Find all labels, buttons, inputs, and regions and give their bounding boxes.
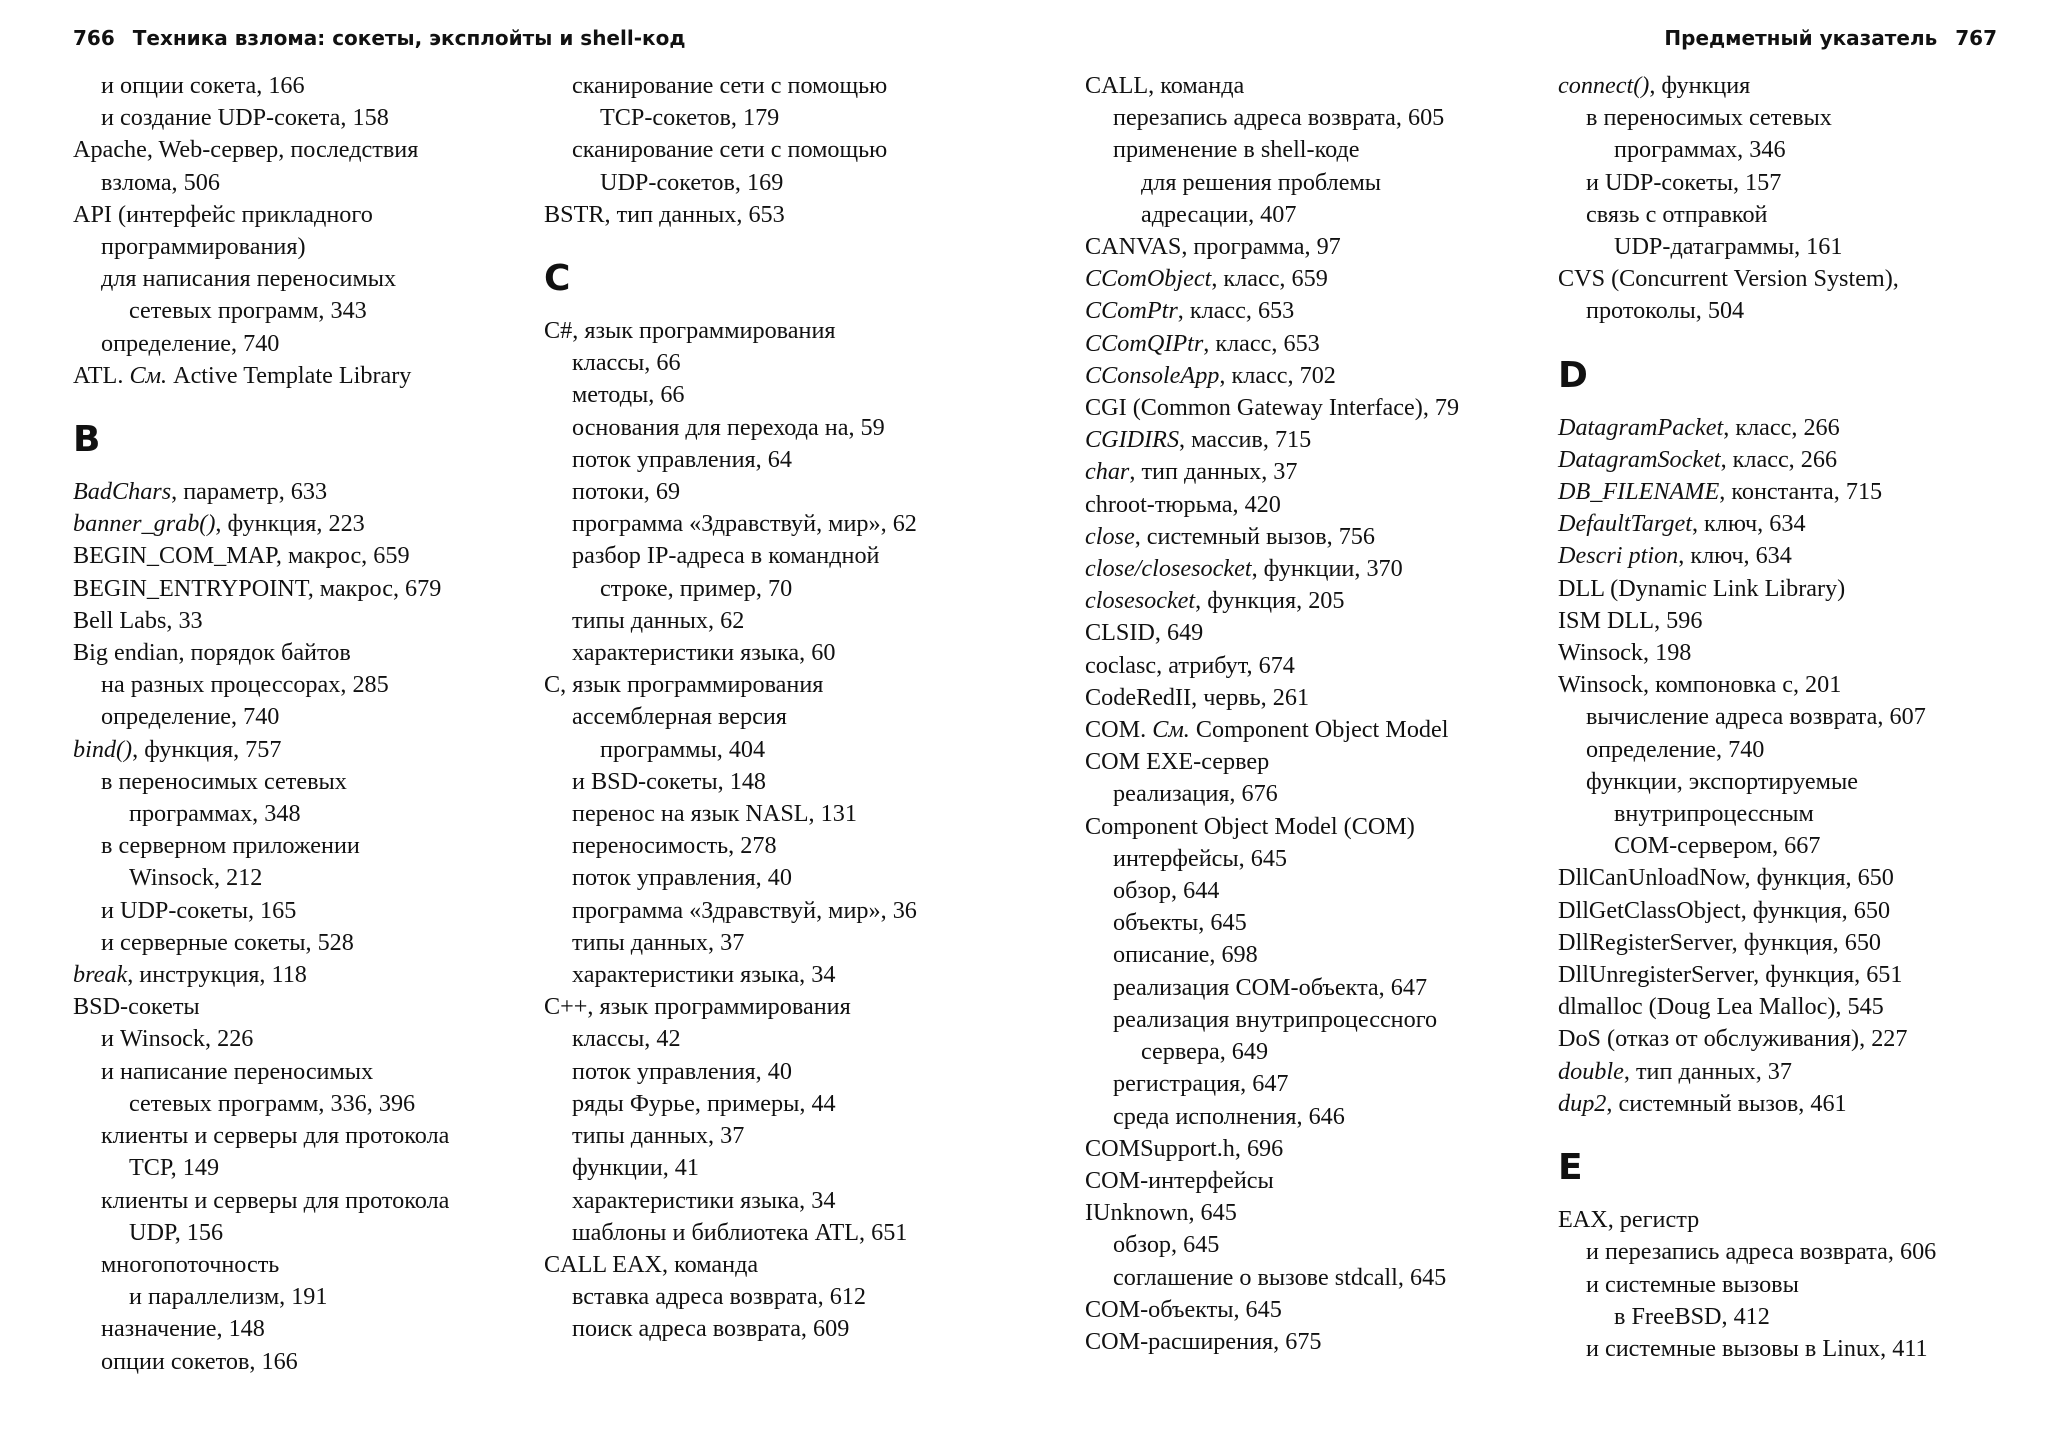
- index-subentry: обзор, 644: [1113, 877, 1220, 905]
- index-entry: COM-объекты, 645: [1085, 1295, 1282, 1323]
- index-subentry: поиск адреса возврата, 609: [572, 1315, 850, 1343]
- index-column-3: [1085, 70, 1525, 1358]
- index-entry: [1085, 263, 1525, 295]
- index-entry: [1085, 328, 1525, 360]
- index-subentry: определение, 740: [101, 329, 280, 357]
- index-subentry: характеристики языка, 60: [572, 639, 836, 667]
- index-subentry: и BSD-сокеты, 148: [572, 767, 767, 795]
- page-number-left: 766: [73, 26, 115, 50]
- index-subentry: в переносимых сетевых: [101, 767, 347, 795]
- index-term-italic: CConsoleApp: [1085, 361, 1220, 389]
- index-entry: [1558, 444, 1998, 476]
- index-subentry: сетевых программ, 343: [129, 297, 367, 325]
- index-entry: CALL, команда: [1085, 72, 1245, 99]
- index-subentry: поток управления, 64: [572, 445, 792, 473]
- index-entry: DllRegisterServer, функция, 650: [1558, 928, 1882, 956]
- index-entry: chroot-тюрьма, 420: [1085, 490, 1281, 518]
- index-entry: DllUnregisterServer, функция, 651: [1558, 961, 1903, 989]
- index-subentry: вставка адреса возврата, 612: [572, 1283, 866, 1311]
- index-entry: DllGetClassObject, функция, 650: [1558, 896, 1891, 924]
- index-subentry: и UDP-сокеты, 165: [101, 896, 297, 924]
- index-term-italic: DatagramPacket: [1558, 413, 1724, 441]
- index-term-italic: bind(): [73, 735, 133, 763]
- index-entry: coclasc, атрибут, 674: [1085, 651, 1295, 679]
- index-subentry: ряды Фурье, примеры, 44: [572, 1089, 836, 1117]
- index-subentry: внутрипроцессным: [1614, 800, 1814, 828]
- index-text: , ключ, 634: [1691, 510, 1806, 538]
- index-column-4: [1558, 70, 1998, 1365]
- index-subentry: программах, 348: [129, 800, 301, 828]
- index-subentry: и перезапись адреса возврата, 606: [1586, 1238, 1937, 1266]
- index-term-italic: dup2: [1558, 1089, 1607, 1117]
- index-subentry: и системные вызовы: [1586, 1270, 1799, 1298]
- index-subentry: шаблоны и библиотека ATL, 651: [572, 1218, 908, 1246]
- index-entry: [1558, 412, 1998, 444]
- index-entry: [1558, 1056, 1998, 1088]
- index-subentry: сканирование сети с помощью: [572, 72, 888, 99]
- index-subentry: назначение, 148: [101, 1315, 265, 1343]
- index-text: , функция, 205: [1195, 587, 1345, 615]
- index-entry: CVS (Concurrent Version System),: [1558, 265, 1899, 293]
- index-subentry: регистрация, 647: [1113, 1070, 1289, 1098]
- index-entry: [1558, 508, 1998, 540]
- index-term-italic: close/closesocket: [1085, 555, 1252, 583]
- index-subentry: типы данных, 37: [572, 928, 745, 956]
- index-entry: [73, 360, 513, 392]
- index-entry: [1085, 360, 1525, 392]
- index-term-italic: char: [1085, 458, 1130, 486]
- index-term-italic: closesocket: [1085, 587, 1196, 615]
- index-subentry: соглашение о вызове stdcall, 645: [1113, 1263, 1447, 1291]
- index-text: ATL.: [73, 361, 130, 389]
- index-subentry: вычисление адреса возврата, 607: [1586, 703, 1926, 731]
- index-subentry: разбор IP-адреса в командной: [572, 542, 880, 570]
- index-entry: COM EXE-сервер: [1085, 748, 1270, 776]
- index-text: , класс, 266: [1720, 445, 1838, 473]
- index-term-italic: Descri ption: [1558, 542, 1679, 570]
- index-term-italic: double: [1558, 1057, 1624, 1085]
- index-entry: [1085, 521, 1525, 553]
- index-subentry: программах, 346: [1614, 136, 1786, 164]
- index-subentry: COM-сервером, 667: [1614, 832, 1821, 860]
- index-entry: Bell Labs, 33: [73, 606, 203, 634]
- index-subentry: программы, 404: [600, 735, 766, 763]
- index-letter-heading: B: [73, 419, 101, 461]
- index-subentry: программа «Здравствуй, мир», 36: [572, 896, 917, 924]
- index-subentry: опции сокетов, 166: [101, 1347, 298, 1375]
- index-subentry: UDP, 156: [129, 1218, 224, 1246]
- index-subentry: перенос на язык NASL, 131: [572, 800, 857, 828]
- index-subentry: переносимость, 278: [572, 832, 777, 860]
- index-entry: C, язык программирования: [544, 671, 824, 699]
- index-subentry: клиенты и серверы для протокола: [101, 1122, 450, 1150]
- index-text: , параметр, 633: [171, 478, 328, 506]
- index-term-italic: break: [73, 961, 128, 989]
- index-term-italic: CComObject: [1085, 265, 1212, 293]
- index-entry: COM-расширения, 675: [1085, 1327, 1322, 1355]
- index-entry: CodeRedII, червь, 261: [1085, 683, 1310, 711]
- index-text: , класс, 653: [1177, 297, 1295, 325]
- index-entry: CGI (Common Gateway Interface), 79: [1085, 394, 1460, 422]
- index-entry: BEGIN_ENTRYPOINT, макрос, 679: [73, 574, 442, 602]
- index-text: , функция: [1649, 72, 1751, 99]
- page-number-right: 767: [1955, 26, 1997, 50]
- index-subentry: типы данных, 37: [572, 1122, 745, 1150]
- index-entry: COMSupport.h, 696: [1085, 1134, 1284, 1162]
- index-subentry: реализация внутрипроцессного: [1113, 1005, 1438, 1033]
- index-subentry: реализация, 676: [1113, 780, 1278, 808]
- index-entry: BSD-сокеты: [73, 993, 200, 1021]
- index-text: , функция, 223: [215, 510, 365, 538]
- index-entry: [1558, 476, 1998, 508]
- index-text: , класс, 659: [1211, 265, 1328, 293]
- index-subentry: поток управления, 40: [572, 864, 792, 892]
- index-subentry: определение, 740: [1586, 735, 1765, 763]
- index-entry: EAX, регистр: [1558, 1206, 1700, 1234]
- index-subentry: описание, 698: [1113, 941, 1258, 969]
- index-subentry: определение, 740: [101, 703, 280, 731]
- index-subentry: сетевых программ, 336, 396: [129, 1089, 416, 1117]
- index-letter-heading: D: [1558, 354, 1588, 396]
- index-subentry: UDP-датаграммы, 161: [1614, 233, 1843, 261]
- index-entry: CLSID, 649: [1085, 619, 1204, 647]
- index-text: , массив, 715: [1179, 426, 1312, 454]
- index-term-italic: См.: [129, 361, 168, 389]
- index-subentry: Winsock, 212: [129, 864, 263, 892]
- index-subentry: реализация COM-объекта, 647: [1113, 973, 1428, 1001]
- index-text: , системный вызов, 756: [1134, 522, 1375, 550]
- index-entry: API (интерфейс прикладного: [73, 200, 373, 228]
- index-entry: ISM DLL, 596: [1558, 606, 1703, 634]
- index-term-italic: connect(): [1558, 72, 1650, 99]
- index-column-1: [73, 70, 513, 1378]
- index-entry: Big endian, порядок байтов: [73, 639, 351, 667]
- index-entry: [73, 476, 513, 508]
- index-subentry: TCP-сокетов, 179: [600, 104, 780, 132]
- index-text: Active Template Library: [167, 361, 412, 389]
- right-page: [1024, 0, 2048, 1447]
- index-subentry: сканирование сети с помощью: [572, 136, 888, 164]
- index-subentry: функции, 41: [572, 1154, 699, 1182]
- index-letter-heading: E: [1558, 1147, 1583, 1189]
- index-entry: [1558, 540, 1998, 572]
- index-subentry: для написания переносимых: [101, 265, 397, 293]
- index-text: , функция, 757: [132, 735, 282, 763]
- index-subentry: классы, 42: [572, 1025, 681, 1053]
- index-subentry: среда исполнения, 646: [1113, 1102, 1345, 1130]
- index-text: , класс, 653: [1203, 329, 1320, 357]
- index-subentry: и UDP-сокеты, 157: [1586, 168, 1782, 196]
- index-subentry: в FreeBSD, 412: [1614, 1302, 1770, 1330]
- index-subentry: и написание переносимых: [101, 1057, 374, 1085]
- index-subentry: поток управления, 40: [572, 1057, 792, 1085]
- running-title-right: Предметный указатель: [1664, 26, 1938, 50]
- index-subentry: основания для перехода на, 59: [572, 413, 885, 441]
- index-subentry: в переносимых сетевых: [1586, 104, 1832, 132]
- index-entry: DllCanUnloadNow, функция, 650: [1558, 864, 1894, 892]
- index-subentry: ассемблерная версия: [572, 703, 787, 731]
- index-entry: Winsock, 198: [1558, 639, 1692, 667]
- index-text: COM.: [1085, 716, 1153, 744]
- index-text: , класс, 702: [1219, 361, 1336, 389]
- index-subentry: взлома, 506: [101, 168, 220, 196]
- running-head-left: [73, 26, 685, 50]
- index-entry: [1085, 424, 1525, 456]
- index-subentry: и опции сокета, 166: [101, 72, 305, 99]
- index-entry: IUnknown, 645: [1085, 1199, 1237, 1227]
- index-subentry: характеристики языка, 34: [572, 1186, 836, 1214]
- index-subentry: потоки, 69: [572, 478, 681, 506]
- index-term-italic: DefaultTarget: [1558, 510, 1692, 538]
- index-subentry: клиенты и серверы для протокола: [101, 1186, 450, 1214]
- index-term-italic: См.: [1152, 716, 1190, 744]
- index-subentry: и Winsock, 226: [101, 1025, 254, 1053]
- index-subentry: строке, пример, 70: [600, 574, 793, 602]
- index-subentry: методы, 66: [572, 381, 685, 409]
- index-subentry: в серверном приложении: [101, 832, 360, 860]
- index-entry: DLL (Dynamic Link Library): [1558, 574, 1846, 602]
- index-entry: [1085, 585, 1525, 617]
- index-entry: [1085, 553, 1525, 585]
- index-text: Component Object Model: [1189, 716, 1449, 744]
- index-entry: [1085, 714, 1525, 746]
- index-entry: BSTR, тип данных, 653: [544, 200, 785, 228]
- index-subentry: классы, 66: [572, 349, 681, 377]
- index-text: , системный вызов, 461: [1606, 1089, 1847, 1117]
- index-entry: Apache, Web-сервер, последствия: [73, 136, 419, 164]
- index-text: , тип данных, 37: [1623, 1057, 1792, 1085]
- index-entry: COM-интерфейсы: [1085, 1166, 1274, 1194]
- index-subentry: сервера, 649: [1141, 1038, 1269, 1066]
- index-entry: [73, 734, 513, 766]
- index-entry: BEGIN_COM_MAP, макрос, 659: [73, 542, 410, 570]
- index-text: , инструкция, 118: [127, 961, 307, 989]
- index-subentry: функции, экспортируемые: [1586, 767, 1858, 795]
- index-entry: Component Object Model (COM): [1085, 812, 1415, 840]
- index-entry: DoS (отказ от обслуживания), 227: [1558, 1025, 1908, 1053]
- index-subentry: адресации, 407: [1141, 200, 1297, 228]
- index-entry: CALL EAX, команда: [544, 1250, 759, 1278]
- index-term-italic: DatagramSocket: [1558, 445, 1721, 473]
- index-subentry: на разных процессорах, 285: [101, 671, 389, 699]
- index-entry: [1085, 456, 1525, 488]
- index-subentry: обзор, 645: [1113, 1231, 1220, 1259]
- index-entry: [73, 508, 513, 540]
- index-term-italic: DB_FILENAME: [1558, 478, 1720, 506]
- index-subentry: типы данных, 62: [572, 606, 745, 634]
- index-subentry: и создание UDP-сокета, 158: [101, 104, 389, 132]
- index-term-italic: CComPtr: [1085, 297, 1178, 325]
- index-subentry: интерфейсы, 645: [1113, 844, 1288, 872]
- index-subentry: TCP, 149: [129, 1154, 220, 1182]
- index-text: , константа, 715: [1719, 478, 1883, 506]
- index-entry: [1085, 295, 1525, 327]
- index-subentry: характеристики языка, 34: [572, 961, 836, 989]
- index-entry: [1558, 1088, 1998, 1120]
- index-subentry: объекты, 645: [1113, 909, 1247, 937]
- index-subentry: и системные вызовы в Linux, 411: [1586, 1334, 1928, 1362]
- index-subentry: и серверные сокеты, 528: [101, 928, 354, 956]
- index-entry: C++, язык программирования: [544, 993, 851, 1021]
- index-text: , функции, 370: [1251, 555, 1403, 583]
- index-subentry: многопоточность: [101, 1250, 280, 1278]
- index-entry: Winsock, компоновка с, 201: [1558, 671, 1842, 699]
- index-subentry: для решения проблемы: [1141, 168, 1381, 196]
- index-subentry: перезапись адреса возврата, 605: [1113, 104, 1445, 132]
- index-term-italic: banner_grab(): [73, 510, 216, 538]
- index-subentry: и параллелизм, 191: [129, 1283, 328, 1311]
- index-entry: dlmalloc (Doug Lea Malloc), 545: [1558, 993, 1884, 1021]
- index-subentry: протоколы, 504: [1586, 297, 1745, 325]
- index-text: , ключ, 634: [1678, 542, 1792, 570]
- index-entry: [1558, 70, 1998, 102]
- index-subentry: UDP-сокетов, 169: [600, 168, 784, 196]
- index-entry: CANVAS, программа, 97: [1085, 233, 1341, 261]
- index-letter-heading: C: [544, 258, 571, 300]
- index-term-italic: BadChars: [73, 478, 172, 506]
- running-head-right: [1664, 26, 1997, 50]
- index-column-2: [544, 70, 994, 1346]
- index-text: , класс, 266: [1723, 413, 1840, 441]
- index-term-italic: CGIDIRS: [1085, 426, 1180, 454]
- index-entry: [73, 959, 513, 991]
- index-term-italic: CComQIPtr: [1085, 329, 1204, 357]
- running-title-left: Техника взлома: сокеты, эксплойты и shell-код: [132, 26, 686, 50]
- index-term-italic: close: [1085, 522, 1135, 550]
- index-subentry: программа «Здравствуй, мир», 62: [572, 510, 917, 538]
- index-subentry: программирования): [101, 233, 306, 261]
- index-subentry: связь с отправкой: [1586, 200, 1768, 228]
- index-entry: C#, язык программирования: [544, 317, 836, 345]
- index-subentry: применение в shell-коде: [1113, 136, 1360, 164]
- index-text: , тип данных, 37: [1129, 458, 1298, 486]
